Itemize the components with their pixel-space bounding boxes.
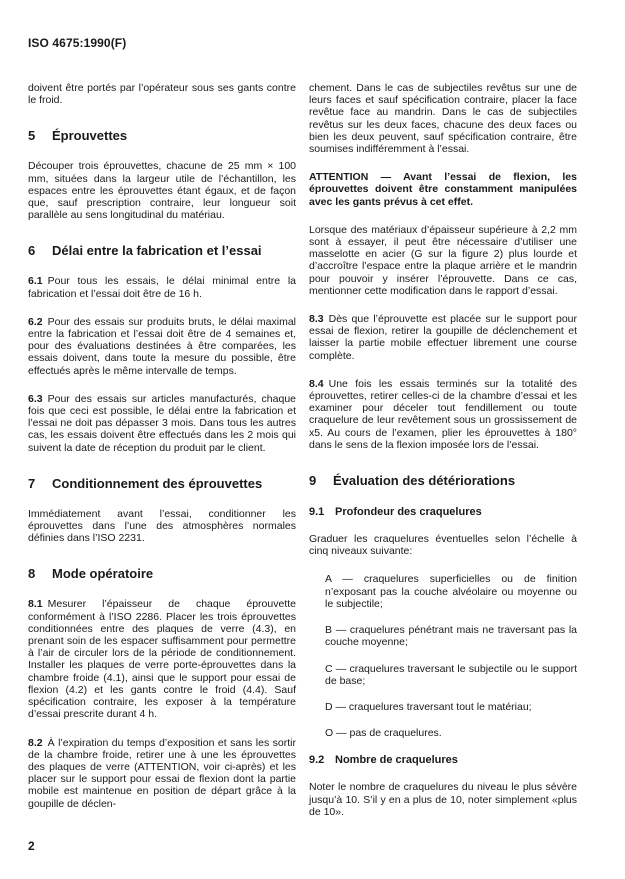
clause-text: Pour des essais sur articles manufacturés, chaque fois que ceci est possible, le délai entre la fabrication et l’essai ne doit pas dépasser 3 mois. Dans tous les autres cas, les essais doivent être effectués dans les 2 mois qui suivent la date de réception du produit par le client. bbox=[28, 392, 296, 454]
section-8-heading bbox=[28, 566, 296, 582]
right-column bbox=[309, 82, 577, 834]
section-5-heading bbox=[28, 128, 296, 144]
scale-level-b: B — craquelures pénétrant mais ne traversant pas la couche moyenne; bbox=[325, 624, 577, 649]
clause-text: Pour des essais sur produits bruts, le délai maximal entre la fabrication et l’essai doit être de 4 semaines et, pour des évaluations destinées à être comparées, les essais doivent, dans toute la mesure du possible, être effectués après le même intervalle de temps. bbox=[28, 315, 296, 377]
clause-8-2 bbox=[28, 737, 296, 810]
section-title: Délai entre la fabrication et l’essai bbox=[52, 243, 262, 259]
scale-intro: Graduer les craquelures éventuelles selon l’échelle à cinq niveaux suivante: bbox=[309, 533, 577, 558]
subsection-9-2-heading bbox=[309, 753, 577, 767]
clause-number: 6.3 bbox=[28, 392, 43, 405]
clause-text: Une fois les essais terminés sur la totalité des éprouvettes, retirer celles-ci de la chambre d’essai et les examiner pour déceler tout fendillement ou toute craquelure de leur revêtement sous un grossissement de x5. Au cours de l’examen, plier les éprouvettes à 180° dans le sens de la flexion imposée lors de l’essai. bbox=[309, 377, 577, 451]
paragraph-continued: chement. Dans le cas de subjectiles revêtus sur une de leurs faces et sauf spécification contraire, placer la face revêtue face au mandrin. Dans le cas de subjectiles revêtus sur les deux faces, chacune des deux faces ou bien les deux peuvent, sauf spécification contraire, être soumises indifféremment à l’essai. bbox=[309, 82, 577, 156]
section-7-text: Immédiatement avant l’essai, conditionner les éprouvettes dans l’une des atmosphères normales définies dans l’ISO 2231. bbox=[28, 507, 296, 545]
paragraph-continued: doivent être portés par l’opérateur sous ses gants contre le froid. bbox=[28, 82, 296, 107]
subsection-title: Nombre de craquelures bbox=[335, 754, 458, 767]
section-6-heading bbox=[28, 243, 296, 259]
scale-level-o: O — pas de craquelures. bbox=[325, 727, 442, 740]
section-title: Mode opératoire bbox=[52, 566, 154, 582]
page-number: 2 bbox=[28, 839, 35, 853]
clause-text: Dès que l’éprouvette est placée sur le support pour essai de flexion, retirer la goupille de déclenchement et laisser la partie mobile effectuer librement une course complète. bbox=[309, 313, 577, 362]
section-title: Évaluation des détériorations bbox=[333, 473, 516, 489]
subsection-title: Profondeur des craquelures bbox=[335, 506, 482, 519]
subsection-number: 9.1 bbox=[309, 506, 325, 519]
clause-number: 6.2 bbox=[28, 315, 43, 328]
subsection-9-1-heading bbox=[309, 505, 577, 519]
clause-number: 8.3 bbox=[309, 313, 324, 326]
clause-8-1 bbox=[28, 598, 296, 720]
clause-number: 8.2 bbox=[28, 736, 43, 749]
clause-text: Pour tous les essais, le délai minimal entre la fabrication et l’essai doit être de 16 h. bbox=[28, 275, 296, 300]
section-title: Éprouvettes bbox=[52, 128, 128, 144]
document-id: ISO 4675:1990(F) bbox=[28, 36, 127, 50]
section-number: 7 bbox=[28, 475, 36, 491]
clause-8-3 bbox=[309, 313, 577, 362]
scale-level-a: A — craquelures superficielles ou de finition n’exposant pas la couche alvéolaire ou moyenne ou le subjectile; bbox=[325, 573, 577, 610]
clause-6-3 bbox=[28, 393, 296, 454]
section-number: 8 bbox=[28, 566, 36, 582]
clause-text: À l’expiration du temps d’exposition et sans les sortir de la chambre froide, retirer une à une les éprouvettes des plaques de verre (ATTENTION, voir ci-après) et les placer sur le support pour essai de flexion dont la partie mobile est maintenue en position de départ grâce à la goupille de déclen- bbox=[28, 736, 296, 810]
subsection-number: 9.2 bbox=[309, 754, 325, 767]
clause-6-2 bbox=[28, 316, 296, 377]
section-5-text: Découper trois éprouvettes, chacune de 25 mm × 100 mm, situées dans la largeur utile de l’échantillon, les espaces entre les éprouvettes étant égaux, et de façon que, sauf prescription contraire, leur longueur soit parallèle au sens longitudinal du matériau. bbox=[28, 160, 296, 222]
section-9-heading bbox=[309, 473, 577, 489]
clause-number: 8.4 bbox=[309, 377, 324, 390]
clause-8-4 bbox=[309, 378, 577, 451]
section-number: 6 bbox=[28, 243, 36, 259]
section-7-heading bbox=[28, 476, 296, 492]
clause-number: 8.1 bbox=[28, 598, 43, 611]
clause-text: Mesurer l’épaisseur de chaque éprouvette conformément à l’ISO 2286. Placer les trois éprouvettes conditionnées entre des plaques de verre (4.3), en prenant soin de les espacer suffisamment pour permettre à l’air de circuler lors de la période de conditionnement. Installer les plaques de verre porte-éprouvettes dans la chambre froide (4.1), ainsi que le support pour essai de flexion (4.2) et les gants contre le froid (4.4). Sauf spécification contraire, les exposer à la température d’essai prescrite durant 4 h. bbox=[28, 598, 296, 721]
clause-6-1 bbox=[28, 275, 296, 299]
section-number: 5 bbox=[28, 128, 36, 144]
warning-note: ATTENTION — Avant l’essai de flexion, les éprouvettes doivent être constamment manipulées avec les gants prévus à cet effet. bbox=[309, 171, 577, 208]
left-column bbox=[28, 82, 296, 826]
section-number: 9 bbox=[309, 473, 317, 489]
count-text: Noter le nombre de craquelures du niveau le plus sévère jusqu’à 10. S’il y en a plus de 10, noter simplement «plus de 10». bbox=[309, 781, 577, 818]
scale-level-d: D — craquelures traversant tout le matériau; bbox=[325, 700, 532, 713]
section-title: Conditionnement des éprouvettes bbox=[52, 475, 263, 491]
scale-level-c: C — craquelures traversant le subjectile ou le support de base; bbox=[325, 662, 577, 687]
clause-number: 6.1 bbox=[28, 275, 43, 288]
thickness-note: Lorsque des matériaux d’épaisseur supérieure à 2,2 mm sont à essayer, il peut être nécessaire d’utiliser une masselotte en acier (G sur la figure 2) plus lourde et d’accroître l’espace entre la plaque arrière et le mandrin pour pouvoir y insérer l’éprouvette. Dans ce cas, mentionner cette modification dans le rapport d’essai. bbox=[309, 223, 577, 297]
